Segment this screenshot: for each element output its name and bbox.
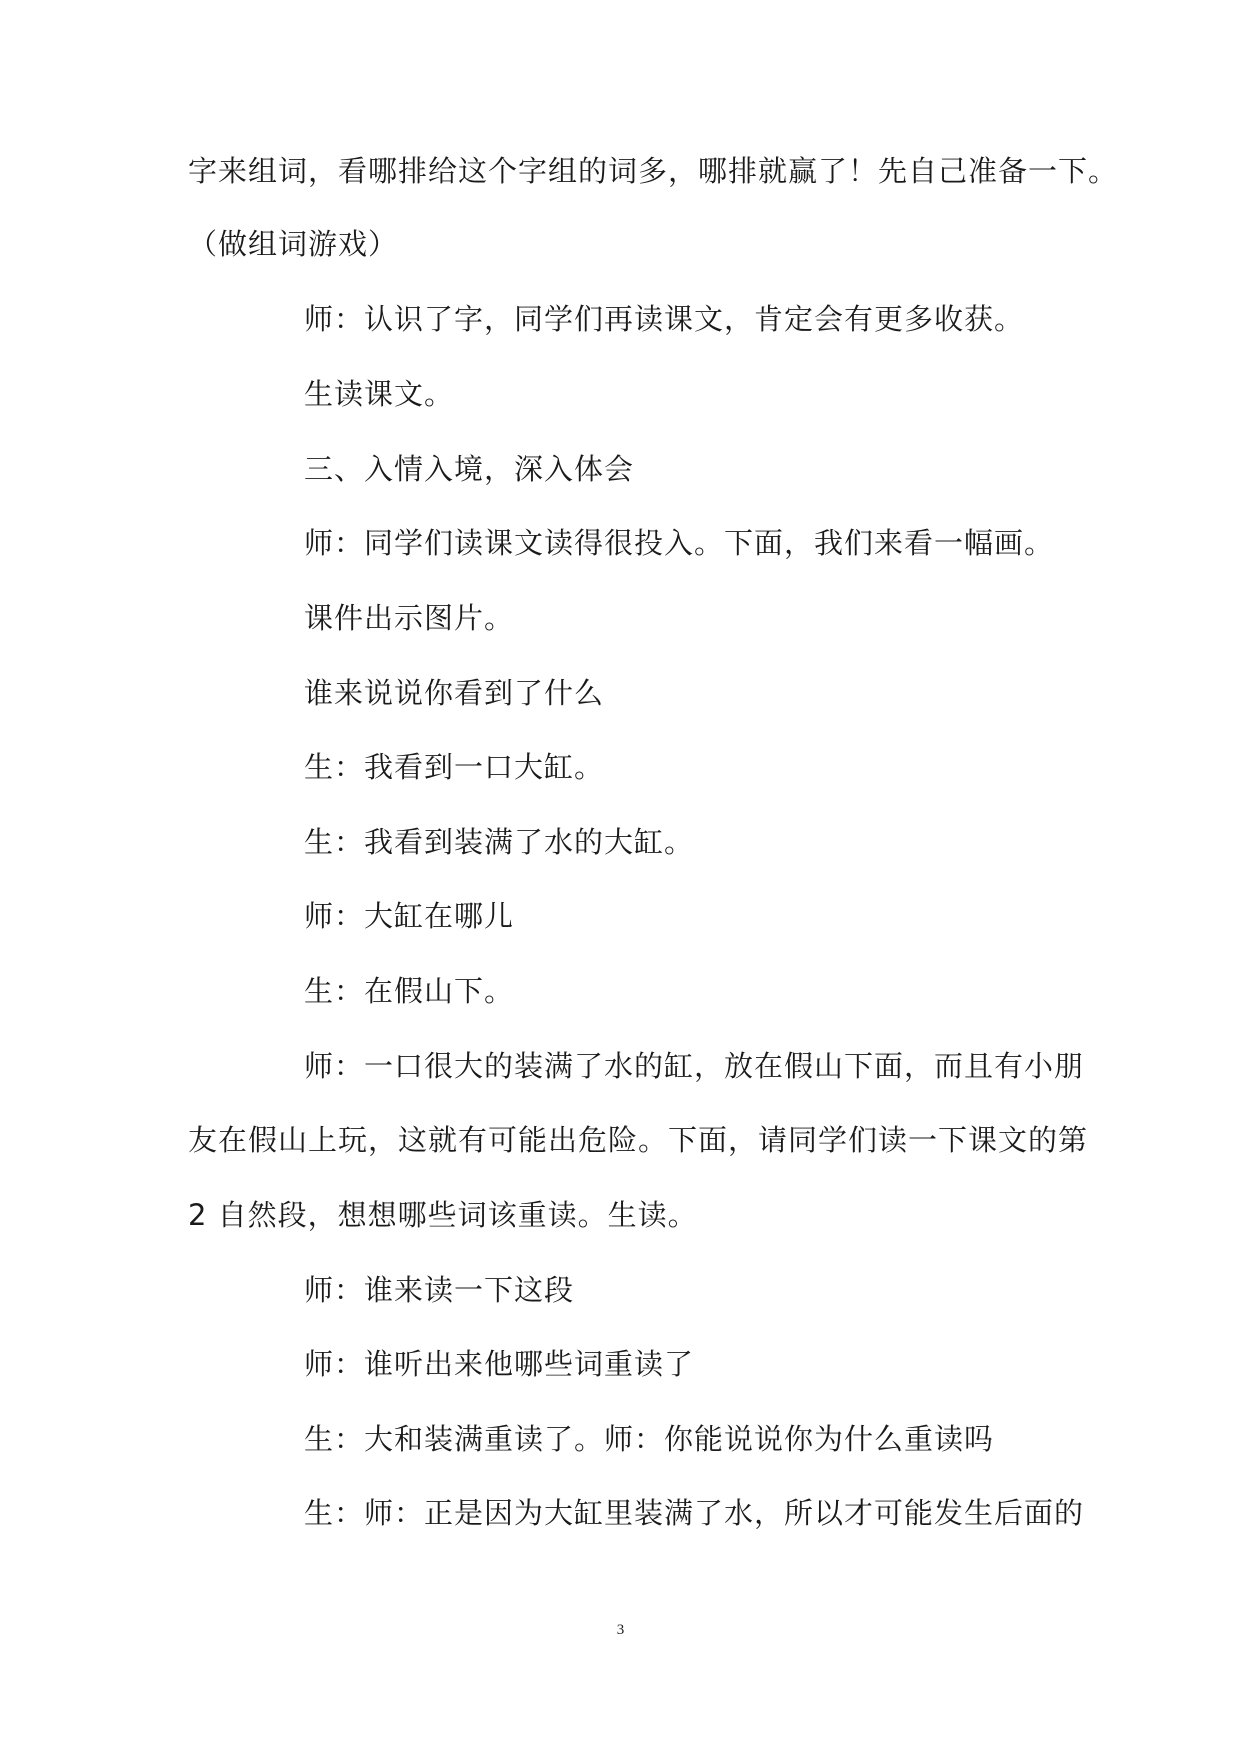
text-line: 2 自然段，想想哪些词该重读。生读。 [188,1198,698,1232]
page-number: 3 [616,1622,625,1638]
text-line: 生读课文。 [304,377,455,411]
text-line: 师：谁来读一下这段 [304,1273,575,1307]
text-line: 生：我看到装满了水的大缸。 [304,825,695,859]
text-line: 师：大缸在哪儿 [304,899,515,933]
text-line: （做组词游戏） [188,227,399,261]
text-line: 生：在假山下。 [304,974,515,1008]
text-line: 师：一口很大的装满了水的缸，放在假山下面，而且有小朋 [304,1049,1085,1083]
text-line: 师：认识了字，同学们再读课文，肯定会有更多收获。 [304,302,1025,336]
text-line: 师：谁听出来他哪些词重读了 [304,1347,695,1381]
text-line: 课件出示图片。 [304,601,515,635]
text-line: 生：师：正是因为大缸里装满了水，所以才可能发生后面的 [304,1496,1085,1530]
section-heading: 三、入情入境，深入体会 [304,452,635,486]
text-line: 生：我看到一口大缸。 [304,750,605,784]
text-line: 谁来说说你看到了什么 [304,676,605,710]
text-line: 字来组词，看哪排给这个字组的词多，哪排就赢了！先自己准备一下。 [188,154,1119,188]
text-line: 师：同学们读课文读得很投入。下面，我们来看一幅画。 [304,526,1055,560]
text-line: 友在假山上玩，这就有可能出危险。下面，请同学们读一下课文的第 [188,1123,1089,1157]
text-line: 生：大和装满重读了。师：你能说说你为什么重读吗 [304,1422,995,1456]
